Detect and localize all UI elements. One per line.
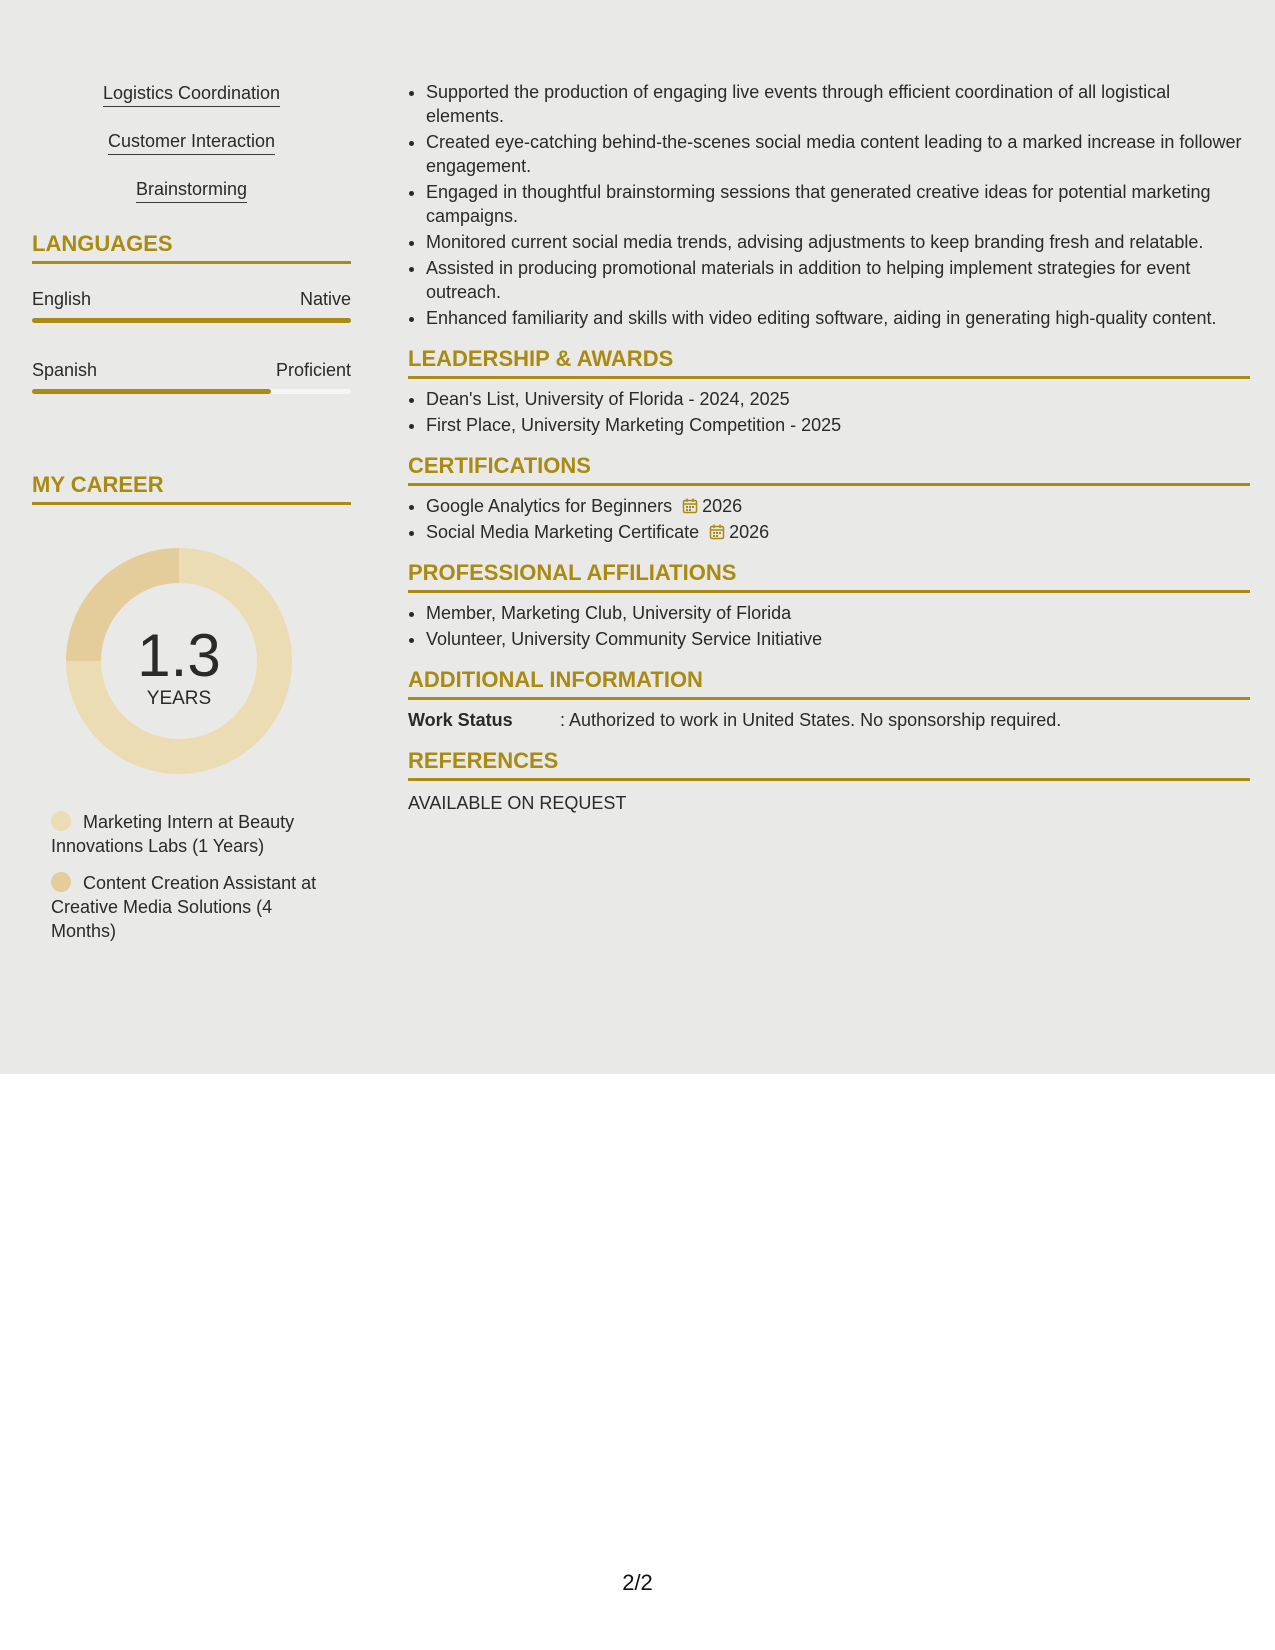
affiliations-title: PROFESSIONAL AFFILIATIONS [408,560,1250,593]
references-section [408,748,1250,815]
languages-title: LANGUAGES [32,231,351,264]
list-item: • Engaged in thoughtful brainstorming sessions that generated creative ideas for potential marketing campaigns. [426,180,1250,228]
list-item: • Created eye-catching behind-the-scenes social media content leading to a marked increase in follower engagement. [426,130,1250,178]
career-legend-label: Content Creation Assistant at Creative Media Solutions (4 Months) [51,873,317,941]
list-item: • Assisted in producing promotional materials in addition to helping implement strategies for event outreach. [426,256,1250,304]
language-bar [32,389,351,394]
affiliations-list [408,601,1250,651]
affiliations-section [408,560,1250,651]
awards-list [408,387,1250,437]
experience-bullets [408,80,1250,330]
language-name: Spanish [32,360,98,380]
work-status-row [408,708,1250,732]
career-legend-item [51,810,321,858]
list-item: • Monitored current social media trends, advising adjustments to keep branding fresh and relatable. [426,230,1250,254]
list-item: • Enhanced familiarity and skills with video editing software, aiding in generating high-quality content. [426,306,1250,330]
certification-year: 2026 [702,496,743,516]
skill-item: Brainstorming [32,178,351,203]
career-years-unit: YEARS [146,688,212,709]
career-title: MY CAREER [32,472,351,505]
language-row-spanish [32,359,351,381]
additional-title: ADDITIONAL INFORMATION [408,667,1250,700]
language-bar-fill [32,318,351,323]
skill-item: Customer Interaction [32,130,351,155]
languages-section [32,231,351,394]
certification-name: Google Analytics for Beginners [426,496,673,516]
certification-year: 2026 [729,522,770,542]
legend-dot [51,811,71,831]
left-column [32,82,351,956]
awards-section [408,346,1250,437]
career-donut-label [66,548,292,710]
language-row-english [32,288,351,310]
awards-title: LEADERSHIP & AWARDS [408,346,1250,379]
certifications-list [408,494,1250,544]
language-bar [32,318,351,323]
additional-section [408,667,1250,732]
list-item: • Supported the production of engaging live events through efficient coordination of all logistical elements. [426,80,1250,128]
career-section [32,472,351,943]
list-item: • Member, Marketing Club, University of Florida [426,601,1250,625]
language-name: English [32,289,92,309]
certifications-section [408,453,1250,544]
legend-dot [51,872,71,892]
career-legend-label: Marketing Intern at Beauty Innovations Labs (1 Years) [51,812,295,856]
list-item: • Volunteer, University Community Service Initiative [426,627,1250,651]
language-bar-fill [32,389,271,394]
list-item [426,494,1250,518]
career-legend-item [51,871,321,943]
list-item: • First Place, University Marketing Competition - 2025 [426,413,1250,437]
skill-item: Logistics Coordination [32,82,351,107]
language-level: Native [299,289,351,309]
page-number: 2/2 [622,1570,653,1595]
language-level: Proficient [275,360,351,380]
work-status-label: Work Status [408,710,513,730]
right-column [408,80,1250,815]
career-legend [32,810,321,943]
references-text: AVAILABLE ON REQUEST [408,793,627,813]
career-years-value: 1.3 [137,622,221,689]
certifications-title: CERTIFICATIONS [408,453,1250,486]
work-status-value: : Authorized to work in United States. No sponsorship required. [560,710,1062,730]
calendar-icon [682,498,698,514]
calendar-icon [709,524,725,540]
list-item [426,520,1250,544]
career-donut [66,548,292,774]
skills-list [32,82,351,203]
certification-name: Social Media Marketing Certificate [426,522,700,542]
list-item: • Dean's List, University of Florida - 2024, 2025 [426,387,1250,411]
references-title: REFERENCES [408,748,1250,781]
